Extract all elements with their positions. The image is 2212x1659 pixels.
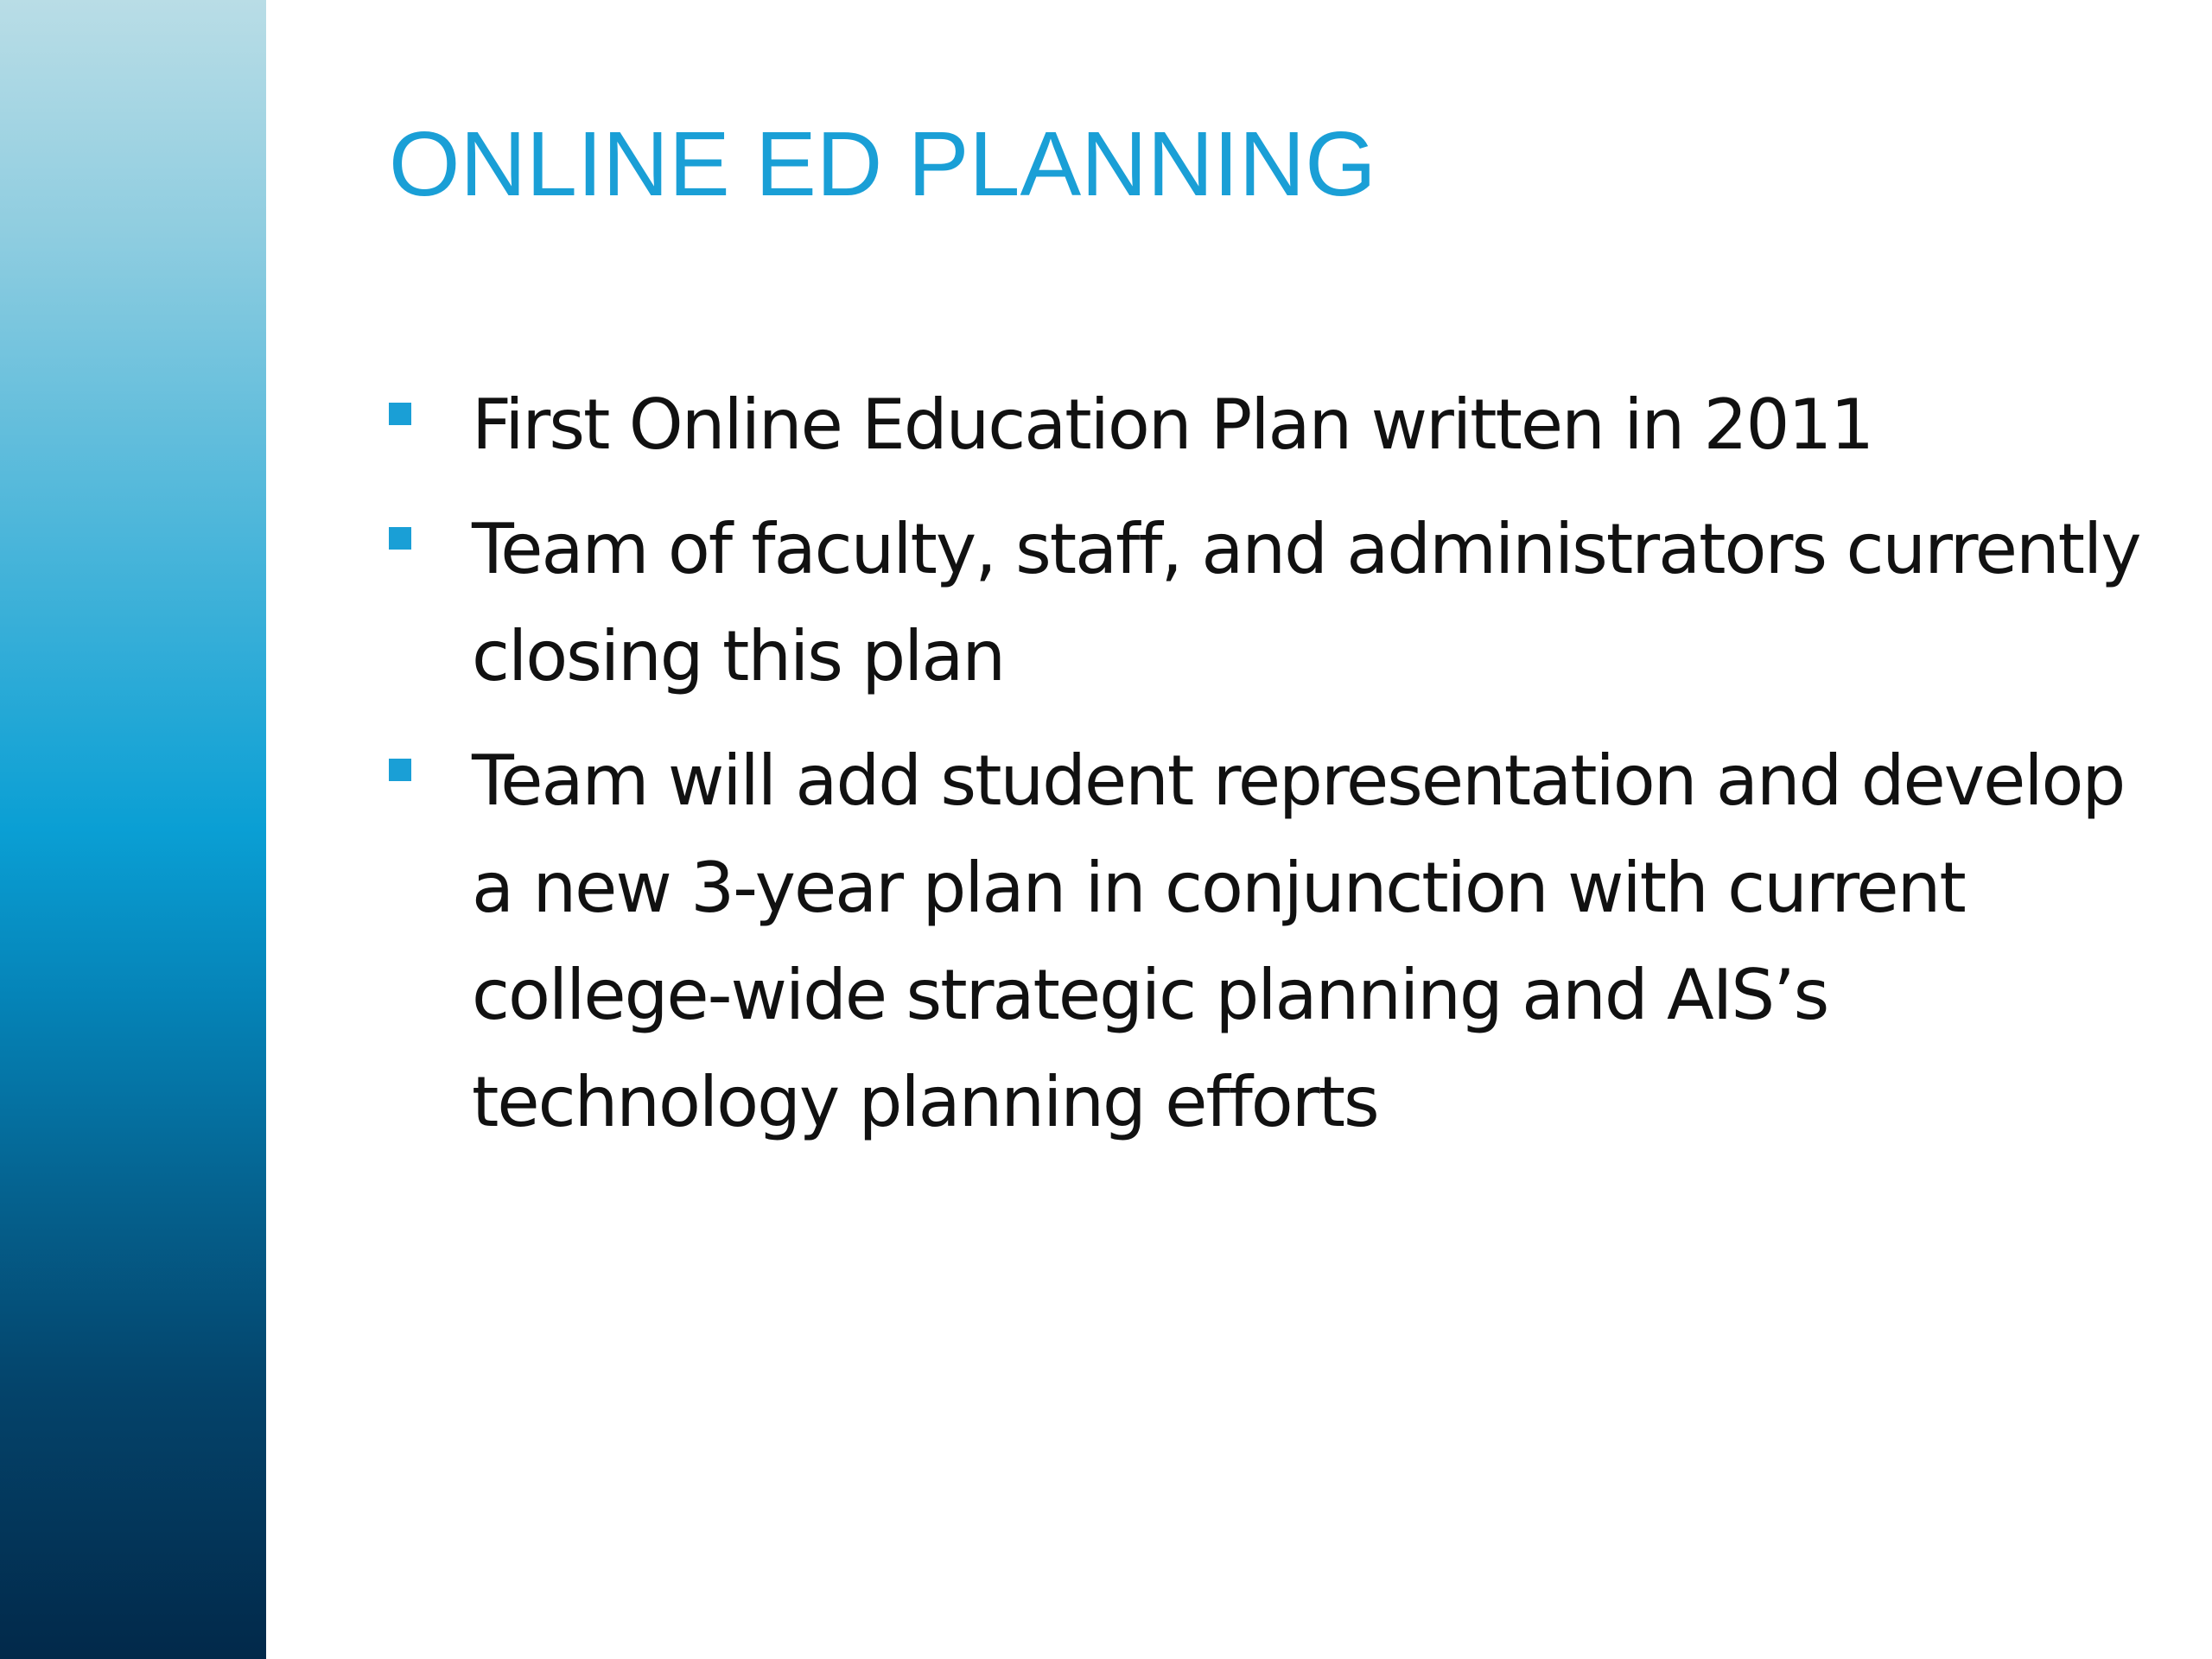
list-item	[389, 728, 2152, 1156]
bullet-list	[389, 372, 2152, 1173]
square-bullet-icon	[389, 403, 411, 425]
list-item	[389, 496, 2152, 710]
decorative-gradient-sidebar	[0, 0, 266, 1659]
bullet-text: Team of faculty, staff, and administrators currently closing this plan	[472, 509, 2140, 696]
square-bullet-icon	[389, 759, 411, 781]
bullet-text: First Online Education Plan written in 2011	[472, 385, 1873, 465]
slide-title: ONLINE ED PLANNING	[389, 113, 1376, 215]
list-item	[389, 372, 2152, 479]
square-bullet-icon	[389, 527, 411, 550]
bullet-text: Team will add student representation and develop a new 3-year plan in conjunction with current college-wide strategic planning and AIS’s technology planning efforts	[472, 741, 2125, 1142]
